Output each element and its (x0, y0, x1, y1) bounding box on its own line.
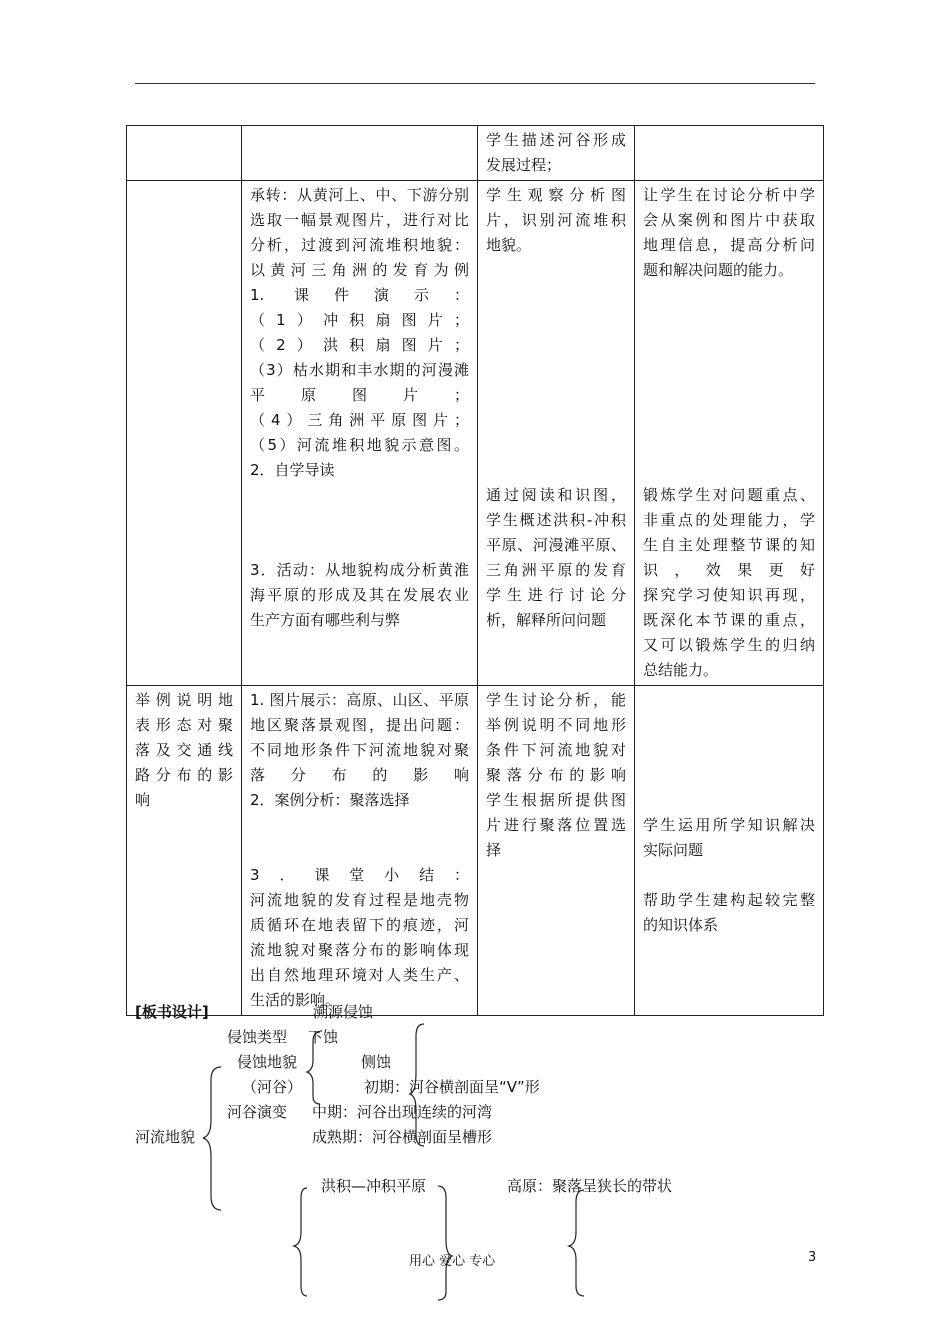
cell-line: 学生进行讨论分 (486, 586, 626, 604)
cell-line: 地理信息，提高分析问 (643, 236, 815, 254)
cell-line: 学生讨论分析，能 (486, 691, 626, 709)
cell-line: 平原、河漫滩平原、 (486, 536, 626, 554)
cell-line: 生活的影响。 (250, 991, 341, 1009)
cell-line: 出自然地理环境对人类生产、 (250, 966, 469, 984)
cell-line: 路分布的影 (135, 766, 233, 784)
cell-line: 总结能力。 (643, 661, 719, 679)
cell-line: 响 (135, 791, 151, 809)
cell-line: 流地貌对聚落分布的影响体现 (250, 941, 469, 959)
cell-line: 条件下河流地貌对 (486, 741, 626, 759)
cell-line: 平原图片； (250, 386, 469, 404)
cell-line: 2．案例分析：聚落选择 (250, 791, 410, 809)
deposition-right-brace (438, 1186, 452, 1300)
cell-line: 片进行聚落位置选 (486, 816, 626, 834)
cell-line: 析，解释所问问题 (486, 611, 607, 629)
cell-line: 学生概述洪积-冲积 (486, 511, 626, 529)
cell-line: 2．自学导读 (250, 461, 335, 479)
cell-line: （4）三角洲平原图片； (250, 411, 469, 429)
cell-line: 以黄河三角洲的发育为例 (250, 261, 469, 279)
page-number: 3 (808, 1250, 817, 1265)
cell-line: 锻炼学生对问题重点、 (643, 486, 815, 504)
cell-line: 1. 图片展示：高原、山区、平原 (250, 691, 469, 709)
cell-line: 3．活动：从地貌构成分析黄淮 (250, 561, 469, 579)
cell-line: 学生描述河谷形成 (486, 131, 626, 149)
cell-line: 地区聚落景观图，提出问题： (250, 716, 469, 734)
cell-line: 题和解决问题的能力。 (643, 261, 794, 279)
evolution-brace (410, 1024, 424, 1146)
board-valley: （河谷） (242, 1078, 303, 1096)
cell-line: 让学生在讨论分析中学 (643, 186, 815, 204)
cell-line: 学生根据所提供图 (486, 791, 626, 809)
cell-line: 通过阅读和识图， (486, 486, 626, 504)
cell-line: 会从案例和图片中获取 (643, 211, 815, 229)
board-lateral: 侧蚀 (361, 1053, 392, 1071)
cell-line: 落分布的影响 (250, 766, 469, 784)
cell-line: 海平原的形成及其在发展农业 (250, 586, 469, 604)
cell-line: 识，效果更好 (643, 561, 815, 579)
cell-line: 发展过程； (486, 156, 562, 174)
erosion-brace (307, 1032, 320, 1104)
cell-line: （2）洪积扇图片； (250, 336, 469, 354)
cell-line: 生自主处理整节课的知 (643, 536, 815, 554)
cell-line: 不同地形条件下河流地貌对聚 (250, 741, 469, 759)
cell-line: 帮助学生建构起较完整 (643, 891, 815, 909)
deposition-brace (294, 1188, 307, 1296)
cell-line: 表形态对聚 (135, 716, 233, 734)
board-root: 河流地貌 (135, 1128, 196, 1146)
board-erosion-type: 侵蚀类型 (227, 1028, 288, 1046)
cell-line: 地貌。 (486, 236, 532, 254)
cell-line: 三角洲平原的发育 (486, 561, 626, 579)
board-alluvial: 洪积—冲积平原 (321, 1177, 427, 1195)
cell-line: （1）冲积扇图片； (250, 311, 469, 329)
board-early: 初期：河谷横剖面呈“V”形 (364, 1078, 540, 1096)
cell-line: 河流地貌的发育过程是地壳物 (250, 891, 469, 909)
cell-line: 既深化本节课的重点， (643, 611, 815, 629)
board-erosion-landform: 侵蚀地貌 (237, 1053, 298, 1071)
cell-line: 的知识体系 (643, 916, 719, 934)
settlement-brace (569, 1190, 584, 1296)
cell-line: 学生观察分析图 (486, 186, 626, 204)
board-valley-evolution: 河谷演变 (227, 1103, 288, 1121)
cell-line: 质循环在地表留下的痕迹，河 (250, 916, 469, 934)
cell-line: 落及交通线 (135, 741, 233, 759)
cell-line: 探究学习使知识再现， (643, 586, 815, 604)
board-mature: 成熟期：河谷横剖面呈槽形 (312, 1128, 493, 1146)
cell-line: 又可以锻炼学生的归纳 (643, 636, 815, 654)
cell-line: 举例说明不同地形 (486, 716, 626, 734)
cell-line: 择 (486, 841, 502, 859)
cell-line: 3．课堂小结： (250, 866, 469, 884)
cell-line: 实际问题 (643, 841, 704, 859)
root-brace (203, 1067, 221, 1210)
board-heading: [板书设计] (135, 1003, 209, 1021)
cell-line: 片，识别河流堆积 (486, 211, 626, 229)
cell-line: 承转：从黄河上、中、下游分别 (250, 186, 469, 204)
cell-line: 学生运用所学知识解决 (643, 816, 815, 834)
cell-line: 生产方面有哪些利与弊 (250, 611, 401, 629)
board-suyuan: 溯源侵蚀 (313, 1003, 374, 1021)
cell-line: （5）河流堆积地貌示意图。 (250, 436, 469, 454)
cell-line: 举例说明地 (135, 691, 233, 709)
board-plateau: 高原：聚落呈狭长的带状 (507, 1177, 673, 1195)
footer-motto: 用心 爱心 专心 (409, 1254, 496, 1269)
cell-line: （3）枯水期和丰水期的河漫滩 (250, 361, 469, 379)
cell-line: 选取一幅景观图片，进行对比 (250, 211, 469, 229)
cell-line: 分析，过渡到河流堆积地貌： (250, 236, 469, 254)
cell-line: 1. 课件演示： (250, 286, 469, 304)
board-downcut: 下蚀 (308, 1028, 339, 1046)
cell-line: 聚落分布的影响 (486, 766, 626, 784)
board-middle: 中期：河谷出现连续的河湾 (312, 1103, 493, 1121)
cell-line: 非重点的处理能力，学 (643, 511, 815, 529)
